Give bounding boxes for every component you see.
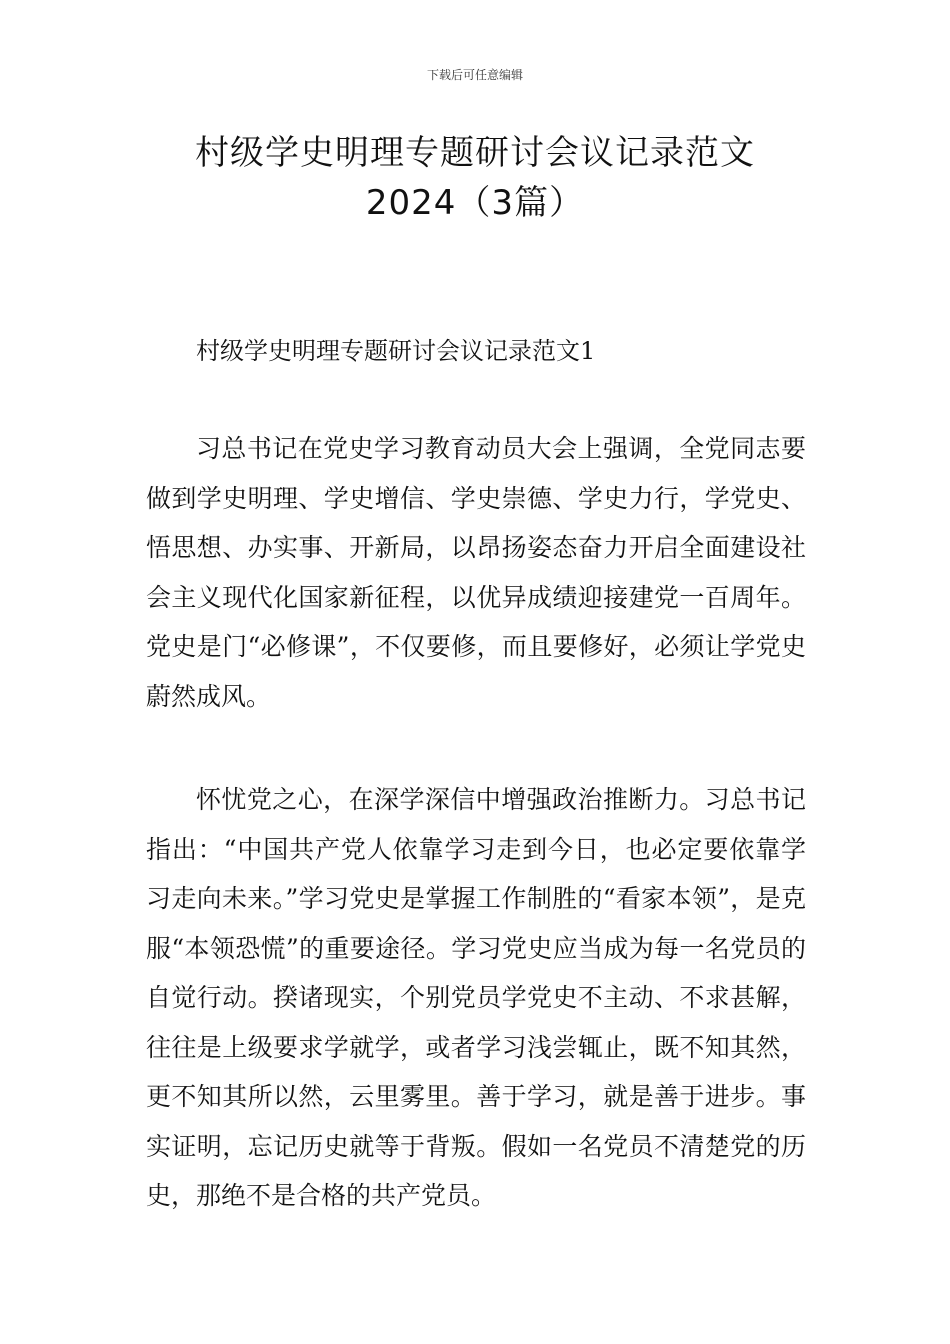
paragraph-1: 习总书记在党史学习教育动员大会上强调，全党同志要做到学史明理、学史增信、学史崇德、学史力行，学党史、悟思想、办实事、开新局，以昂扬姿态奋力开启全面建设社会主义现代化国家新征程，以优异成绩迎接建党一百周年。党史是门“必修课”，不仅要修，而且要修好，必须让学党史蔚然成风。 (146, 434, 806, 711)
section-subtitle: 村级学史明理专题研讨会议记录范文1 (196, 337, 596, 365)
paragraph-2: 怀忧党之心，在深学深信中增强政治推断力。习总书记指出：“中国共产党人依靠学习走到今日，也必定要依靠学习走向未来。”学习党史是掌握工作制胜的“看家本领”，是克服“本领恐慌”的重要途径。学习党史应当成为每一名党员的自觉行动。揆诸现实，个别党员学党史不主动、不求甚解，往往是上级要求学就学，或者学习浅尝辄止，既不知其然，更不知其所以然，云里雾里。善于学习，就是善于进步。事实证明，忘记历史就等于背叛。假如一名党员不清楚党的历史，那绝不是合格的共产党员。 (146, 785, 806, 1210)
header-note: 下载后可任意编辑 (426, 68, 523, 82)
title-line-1: 村级学史明理专题研讨会议记录范文 (195, 133, 755, 173)
title-line-2: 2024（3篇） (365, 183, 585, 223)
document-title (0, 128, 950, 228)
